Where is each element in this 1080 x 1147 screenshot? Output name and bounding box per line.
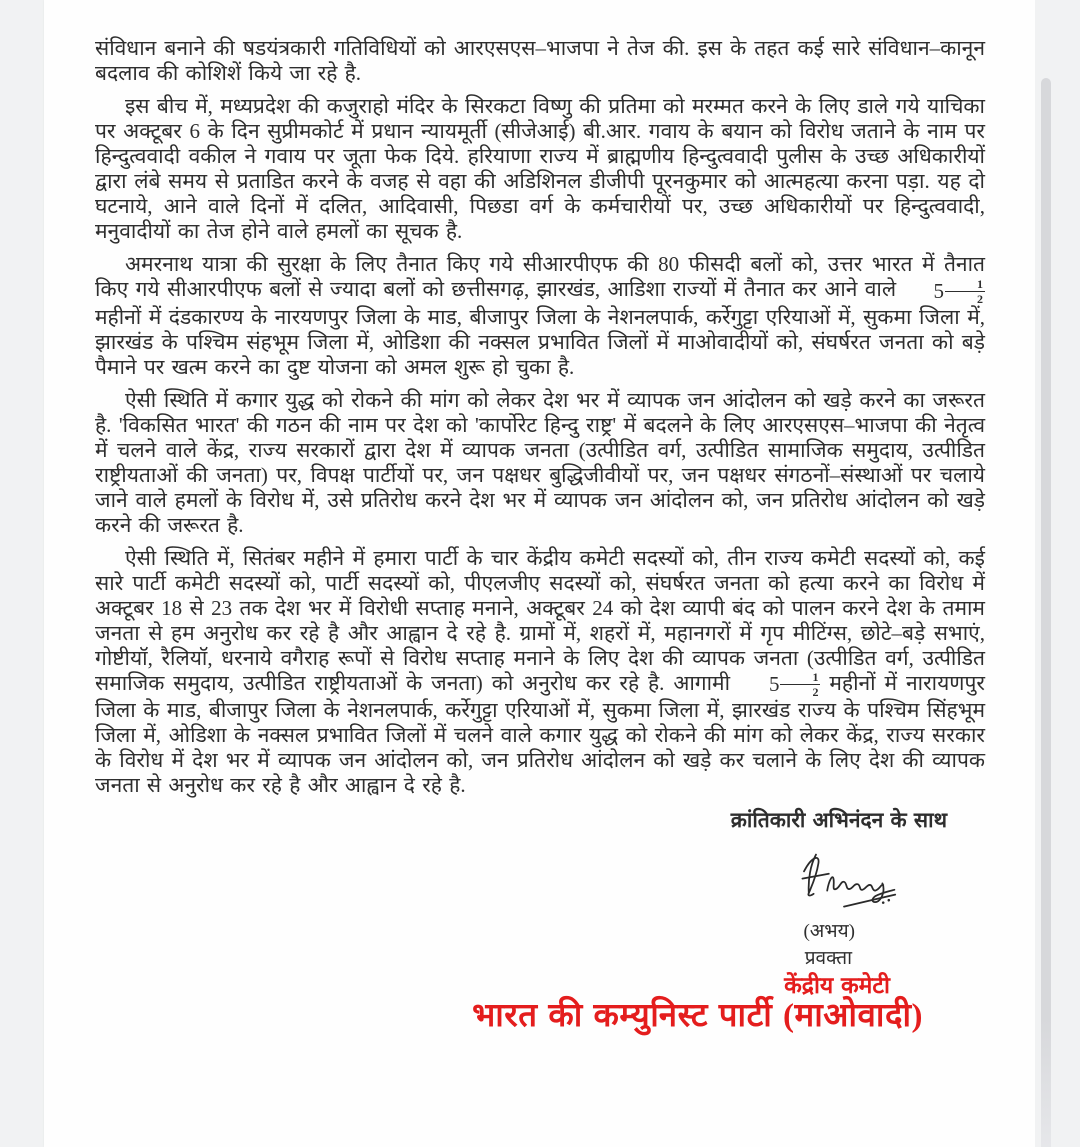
fraction-denominator: 2 xyxy=(812,685,819,700)
paragraph-text: अमरनाथ यात्रा की सुरक्षा के लिए तैनात किए गये सीआरपीएफ की 80 फीसदी बलों को, उत्तर भारत में तैनात किए गये सीआरपीएफ बलों से ज्यादा बलों को छत्तीसगढ़, झारखंड, आडिशा राज्यों में तैनात कर आने वाले xyxy=(95,252,985,301)
committee-name: केंद्रीय कमेटी xyxy=(784,973,890,999)
party-name: भारत की कम्युनिस्ट पार्टी (माओवादी) xyxy=(472,998,923,1035)
paragraph xyxy=(95,252,985,380)
paragraph: ऐसी स्थिति में कगार युद्ध को रोकने की मांग को लेकर देश भर में व्यापक जन आंदोलन को खड़े करने का जरूरत है. 'विकसित भारत' की गठन की नाम पर देश को 'कार्पोरेट हिन्दु राष्ट्र' में बदलने के लिए आरएसएस–भाजपा की नेतृत्व में चलने वाले केंद्र, राज्य सरकारों द्वारा देश में व्यापक जनता (उत्पीडित वर्ग, उत्पीडित सामाजिक समुदाय, उत्पीडित राष्ट्रीयताओं की जनता) पर, विपक्ष पार्टीयों पर, जन पक्षधर बुद्धिजीवीयों पर, जन पक्षधर संगठनों–संस्थाओं पर चलाये जाने वाले हमलों के विरोध में, उसे प्रतिरोध करने देश भर में व्यापक जन आंदोलन को, जन प्रतिरोध आंदोलन को खड़े करने की जरूरत है. xyxy=(95,387,985,537)
fraction-numerator: 1 xyxy=(945,278,985,292)
mixed-fraction xyxy=(904,278,986,305)
signer-name: (अभय) xyxy=(803,921,855,943)
mixed-fraction xyxy=(739,671,821,698)
handwritten-signature xyxy=(95,849,985,915)
paragraph-text: ऐसी स्थिति में, सितंबर महीने में हमारा पार्टी के चार केंद्रीय कमेटी सदस्यों को, तीन राज्य कमेटी सदस्यों को, कई सारे पार्टी कमेटी सदस्यों को, पार्टी सदस्यों को, पीएलजीए सदस्यों को, संघर्षरत जनता को हत्या करने का विरोध में अक्टूबर 18 से 23 तक देश भर में विरोधी सप्ताह मनाने, अक्टूबर 24 को देश व्यापी बंद को पालन करने देश के तमाम जनता से हम अनुरोध कर रहे है और आह्वान दे रहे है. ग्रामों में, शहरों में, महानगरों में गृप मीटिंग्स, छोटे–बड़े सभाएं, गोष्टीयॉ, रैलियॉ, धरनाये वगैराह रूपों से विरोध सप्ताह मनाने के लिए देश की व्यापक जनता (उत्पीडित वर्ग, उत्पीडित समाजिक समुदाय, उत्पीडित राष्ट्रीयताओं के जनता) को अनुरोध कर रहे है. आगामी xyxy=(95,545,985,695)
fraction-numerator: 1 xyxy=(780,671,820,685)
paragraph xyxy=(95,546,985,799)
paragraph: संविधान बनाने की षडयंत्रकारी गतिविधियों को आरएसएस–भाजपा ने तेज की. इस के तहत कई सारे संविधान–कानून बदलाव की कोशिशें किये जा रहे है. xyxy=(95,36,985,85)
paragraph-text: महीनों में दंडकारण्य के नारयणपुर जिला के माड, बीजापुर जिला के नेशनलपार्क, कर्रेगुट्टा एरियाओं में, सुकमा जिला में, झारखंड के पश्चिम संहभूम जिला में, ओडिशा की नक्सल प्रभावित जिलों में माओवादीयों को, संघर्षरत जनता को बड़े पैमाने पर खत्म करने का दुष्ट योजना को अमल शुरू हो चुका है. xyxy=(95,304,985,379)
fraction-denominator: 2 xyxy=(977,291,983,306)
fraction-whole: 5 xyxy=(768,672,780,697)
scrollbar-track[interactable] xyxy=(1035,0,1080,1147)
salutation: क्रांतिकारी अभिनंदन के साथ xyxy=(730,808,947,833)
document-page xyxy=(44,0,1035,1147)
fraction-whole: 5 xyxy=(933,278,944,303)
scrollbar-thumb[interactable] xyxy=(1041,78,1051,1147)
document-body xyxy=(44,0,1035,1035)
paragraph-text: महीनों में नारायणपुर जिला के माड, बीजापुर जिला के नेशनलपार्क, कर्रेगुट्टा एरियाओं में, सुकमा जिला में, झारखंड राज्य के पश्चिम सिंहभूम जिला में, ओडिशा के नक्सल प्रभावित जिलों में चलने वाले कगार युद्ध को रोकने की मांग को लेकर केंद्र, राज्य सरकार के विरोध में देश भर में व्यापक जन आंदोलन को, जन प्रतिरोध आंदोलन को खड़े कर चलाने के लिए देश की व्यापक जनता से अनुरोध कर रहे है और आह्वान दे रहे है. xyxy=(95,670,985,798)
signer-role: प्रवक्ता xyxy=(804,948,852,970)
paragraph: इस बीच में, मध्यप्रदेश की कजुराहो मंदिर के सिरकटा विष्णु की प्रतिमा को मरम्मत करने के लिए डाले गये याचिका पर अक्टूबर 6 के दिन सुप्रीमकोर्ट में प्रधान न्यायमूर्ती (सीजेआई) बी.आर. गवाय के बयान को विरोध जताने के नाम पर हिन्दुत्ववादी वकील ने गवाय पर जूता फेक दिये. हरियाणा राज्य में ब्राह्मणीय हिन्दुत्ववादी पुलीस के उच्छ अधिकारीयों द्वारा लंबे समय से प्रताडित करने के वजह से वहा की अडिशिनल डीजीपी पूरनकुमार को आत्महत्या करना पड़ा. यह दो घटनाये, आने वाले दिनों में दलित, आदिवासी, पिछडा वर्ग के कर्मचारीयों पर, उच्छ अधिकारीयों पर हिन्दुत्ववादी, मनुवादीयों का तेज होने वाले हमलों का सूचक है. xyxy=(95,94,985,243)
closing-block xyxy=(95,808,985,1035)
